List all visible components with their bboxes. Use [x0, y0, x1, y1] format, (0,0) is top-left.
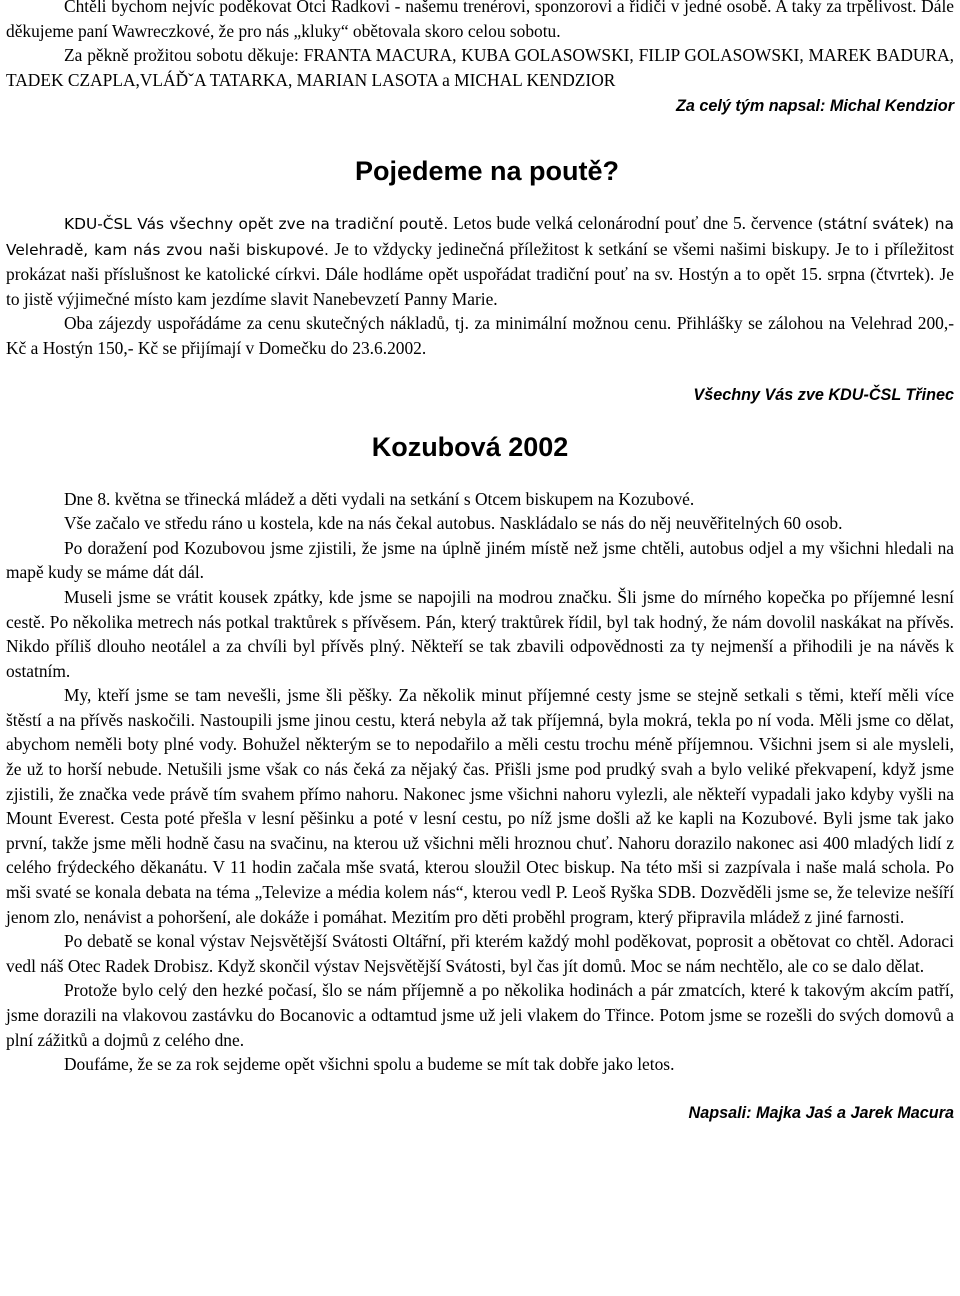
- kozubova-signature: Napsali: Majka Jaś a Jarek Macura: [688, 1103, 954, 1122]
- pout-signature-row: [6, 383, 954, 443]
- kozubova-paragraph: Po debatě se konal výstav Nejsvětější Svátosti Oltářní, při kterém každý mohl poděkovat, poprosit a obětovat co chtěl. Adoraci vedl náš Otec Radek Drobisz. Když skončil výstav Nejsvětější Svátosti, byl čas jít domů. Moc se nám nechtělo, ale co se dalo dělat.: [6, 931, 954, 976]
- page: [6, 0, 954, 1125]
- pout-p1-serif: Letos bude velká celonárodní pouť dne 5. července: [448, 212, 813, 233]
- pout-signature: Všechny Vás zve KDU-ČSL Třinec: [693, 385, 954, 404]
- kozubova-paragraph: Vše začalo ve středu ráno u kostela, kde na nás čekal autobus. Naskládalo se nás do něj neuvěřitelných 60 osob.: [64, 513, 843, 534]
- kozubova-paragraph: Protože bylo celý den hezké počasí, šlo se nám příjemně a po několika hodinách a pár zmatcích, které k takovým akcím patří, jsme dorazili na vlakovou zastávku do Bocanovic a odtamtud jsme už jeli vlakem do Třince. Potom jsme se rozešli do svých domovů a plní zážitků a dojmů z celého dne.: [6, 980, 954, 1050]
- kozubova-title: Kozubová 2002: [371, 431, 569, 462]
- pout-paragraph-1: [6, 211, 954, 311]
- pout-p1-sans: KDU-ČSL Vás všechny opět zve na tradiční poutě.: [64, 214, 449, 233]
- kozubova-paragraph: Po doražení pod Kozubovou jsme zjistili, že jsme na úplně jiném místě než jsme chtěli, autobus odjel a my všichni hledali na mapě kudy se máme dát dál.: [6, 537, 954, 583]
- pout-p1-serif2: Je to vždycky jedinečná příležitost k setkání se všemi našimi biskupy. Je to i příležitost prokázat naši příslušnost ke katolické církvi. Dále hodláme opět uspořádat tradiční pouť na sv. Hostýn a to opět 15. srpna (čtvrtek). Je to jistě výjimečné místo kam jezdíme slavit Nanebevzetí Panny Marie.: [6, 238, 954, 309]
- kozubova-paragraph: My, kteří jsme se tam nevešli, jsme šli pěšky. Za několik minut příjemné cesty jsme se stejně setkali s těmi, kteří měli více štěstí a na přívěs naskočili. Nastoupili jsme jinou cestu, která nebyla až tak příjemná, byla mokrá, tekla po ní voda. Měli jsme co dělat, abychom neměli boty plné vody. Bohužel některým se to nepodařilo a měli cestu trochu méně příjemnou. Všichni jsem si ale mysleli, že už to horší nebude. Netušili jsme však co nás čeká za nějaký čas. Přišli jsme pod prudký svah a bylo veliké překvapení, když jsme zjistili, že značka vede právě tím svahem přímo nahoru. Nakonec jsme všichni nahoru vylezli, ale někteří vypadali jako kdyby vyšli na Mount Everest. Cesta poté přešla v lesní pěšinku a poté v lesní cestu, po níž jsme došli až ke kapli na Kozubové. Byli jsme tak jako první, takže jsme měli hodně času na svačinu, na kterou už všichni měli hroznou chuť. Nahoru dorazilo nakonec asi 400 mladých lidí z celého frýdeckého děkanátu. V 11 hodin začala mše svatá, kterou sloužil Otec biskup. Na této mši si zazpívala i naše malá schola. Po mši svaté se konala debata na téma „Televize a média kolem nás“, kterou vedl P. Leoš Ryška SDB. Dozvěděli jsme se, že televize nešíří jenom zlo, nenávist a pohoršení, ale dokáže i pomáhat. Mezitím pro děti proběhl program, který připravila mládež z jiné farnosti.: [6, 685, 954, 927]
- intro-paragraph-2: Za pěkně prožitou sobotu děkuje: FRANTA MACURA, KUBA GOLASOWSKI, FILIP GOLASOWSKI, MAREK BADURA, TADEK CZAPLA,VLÁĎˇA TATARKA, MARIAN LASOTA a MICHAL KENDZIOR: [6, 45, 954, 90]
- intro-paragraph-1: Chtěli bychom nejvíc poděkovat Otci Radkovi - našemu trenérovi, sponzorovi a řidiči v jedné osobě. A taky za trpělivost. Dále děkujeme paní Wawreczkové, že pro nás „kluky“ obětovala skoro celou sobotu.: [6, 0, 954, 41]
- pout-paragraph-2: Oba zájezdy uspořádáme za cenu skutečných nákladů, tj. za minimální možnou cenu. Přihlášky se zálohou na Velehrad 200,- Kč a Hostýn 150,- Kč se přijímají v Domečku do 23.6.2002.: [6, 313, 954, 358]
- pout-p1-sans2: (státní svátek) na Velehradě, kam nás zvou naši biskupové.: [6, 214, 954, 259]
- kozubova-paragraph: Museli jsme se vrátit kousek zpátky, kde jsme se napojili na modrou značku. Šli jsme do mírného kopečka po příjemné lesní cestě. Po několika metrech nás potkal traktůrek s přívěsem. Pán, který traktůrek řídil, byl tak hodný, že nám dovolil naskákat na přívěs. Nikdo příliš dlouho neotálel a za chvíli byl přívěs plný. Někteří se tak zbavili odpovědnosti za ty nejmenší a přihodili je na návěs k ostatním.: [6, 586, 954, 681]
- kozubova-paragraph: Dne 8. května se třinecká mládež a děti vydali na setkání s Otcem biskupem na Kozubové.: [64, 488, 695, 509]
- intro-signature: Za celý tým napsal: Michal Kendzior: [676, 97, 954, 116]
- kozubova-paragraph: Doufáme, že se za rok sejdeme opět všichni spolu a budeme se mít tak dobře jako letos.: [64, 1054, 675, 1075]
- pout-title: Pojedeme na poutě?: [354, 155, 620, 186]
